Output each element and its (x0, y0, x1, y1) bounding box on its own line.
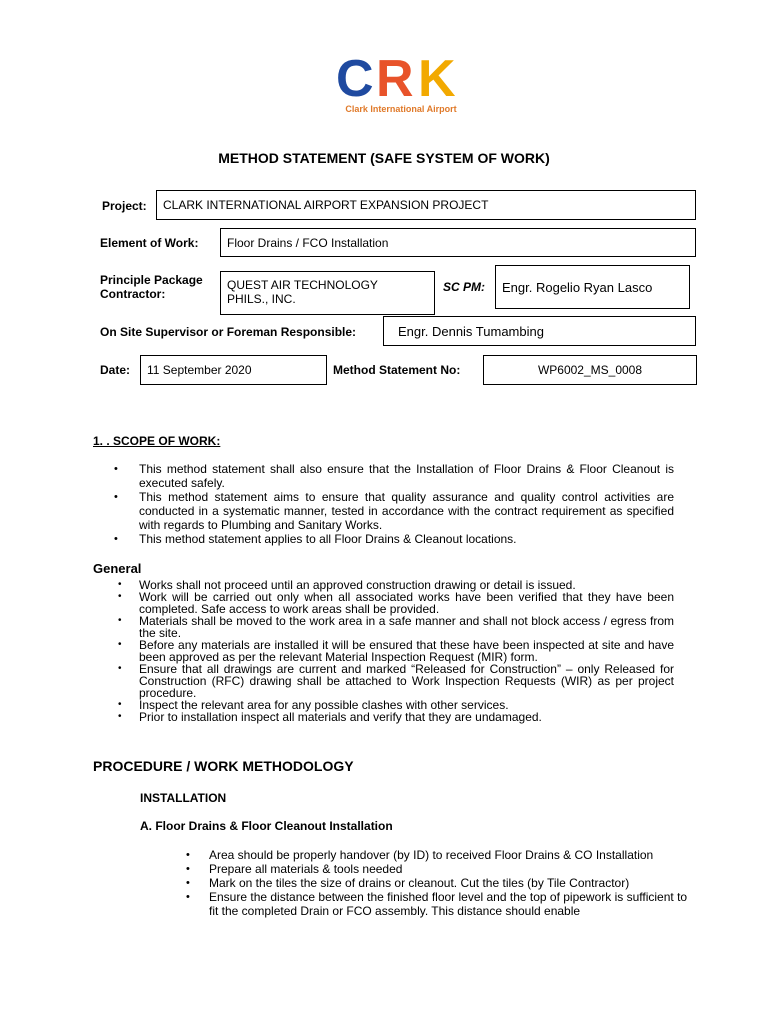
supervisor-field: Engr. Dennis Tumambing (383, 316, 696, 346)
list-item: • Materials shall be moved to the work area in a safe manner and shall not block access / egress from the site. (94, 615, 674, 639)
list-item: • Ensure that all drawings are current and marked “Released for Construction” – only Released for Construction (RFC) drawing shall be attached to Work Inspection Requests (WIR) as per project procedure. (94, 663, 674, 699)
date-field: 11 September 2020 (140, 355, 327, 385)
document-title: METHOD STATEMENT (SAFE SYSTEM OF WORK) (218, 150, 550, 166)
list-item: • Area should be properly handover (by ID) to received Floor Drains & CO Installation (94, 848, 694, 862)
project-field: CLARK INTERNATIONAL AIRPORT EXPANSION PROJECT (156, 190, 696, 220)
list-item: • Before any materials are installed it will be ensured that these have been inspected at site and have been approved as per the relevant Material Inspection Request (MIR) form. (94, 639, 674, 663)
scpm-label: SC PM: (443, 280, 485, 294)
list-item: • Works shall not proceed until an approved construction drawing or detail is issued. (94, 579, 674, 591)
list-item: • This method statement applies to all Floor Drains & Cleanout locations. (94, 532, 674, 546)
ms-number-field: WP6002_MS_0008 (483, 355, 697, 385)
supervisor-label: On Site Supervisor or Foreman Responsible: (100, 325, 357, 339)
scpm-field: Engr. Rogelio Ryan Lasco (495, 265, 690, 309)
logo-letter-k: K (418, 52, 456, 102)
date-label: Date: (100, 363, 131, 377)
list-item: • Prepare all materials & tools needed (94, 862, 694, 876)
contractor-label (100, 273, 203, 301)
scope-list (94, 462, 674, 546)
general-heading: General (93, 561, 142, 576)
section-a-heading: A. Floor Drains & Floor Cleanout Installation (140, 819, 393, 833)
project-label: Project: (102, 199, 147, 213)
list-item: • Prior to installation inspect all materials and verify that they are undamaged. (94, 711, 674, 723)
list-item: • Mark on the tiles the size of drains or cleanout. Cut the tiles (by Tile Contractor) (94, 876, 694, 890)
contractor-value-line2: PHILS., INC. (227, 292, 296, 306)
ms-number-label: Method Statement No: (333, 363, 461, 377)
installation-subheading: INSTALLATION (140, 791, 227, 805)
list-item: • Inspect the relevant area for any possible clashes with other services. (94, 699, 674, 711)
list-item: • Ensure the distance between the finished floor level and the top of pipework is sufficient to fit the completed Drain or FCO assembly. This distance should enable (94, 890, 694, 918)
list-item: • This method statement aims to ensure that quality assurance and quality control activities are conducted in a systematic manner, tested in accordance with the contract requirement as specified with regards to Plumbing and Sanitary Works. (94, 490, 674, 532)
logo-letter-r: R (376, 52, 414, 102)
logo-letter-c: C (336, 52, 374, 102)
scope-heading: 1. . SCOPE OF WORK: (93, 434, 221, 448)
crk-logo-mark (330, 52, 470, 102)
procedure-heading: PROCEDURE / WORK METHODOLOGY (93, 758, 354, 774)
list-item: • This method statement shall also ensure that the Installation of Floor Drains & Floor Cleanout is executed safely. (94, 462, 674, 490)
general-list (94, 579, 674, 723)
installation-list (94, 848, 694, 918)
contractor-value-line1: QUEST AIR TECHNOLOGY (227, 278, 378, 292)
contractor-label-line1: Principle Package (100, 273, 203, 287)
element-label: Element of Work: (100, 236, 199, 250)
logo-subtitle: Clark International Airport (345, 104, 457, 114)
list-item: • Work will be carried out only when all associated works have been verified that they have been completed. Safe access to work areas shall be provided. (94, 591, 674, 615)
contractor-label-line2: Contractor: (100, 287, 166, 301)
element-field: Floor Drains / FCO Installation (220, 228, 696, 257)
contractor-field (220, 271, 435, 315)
